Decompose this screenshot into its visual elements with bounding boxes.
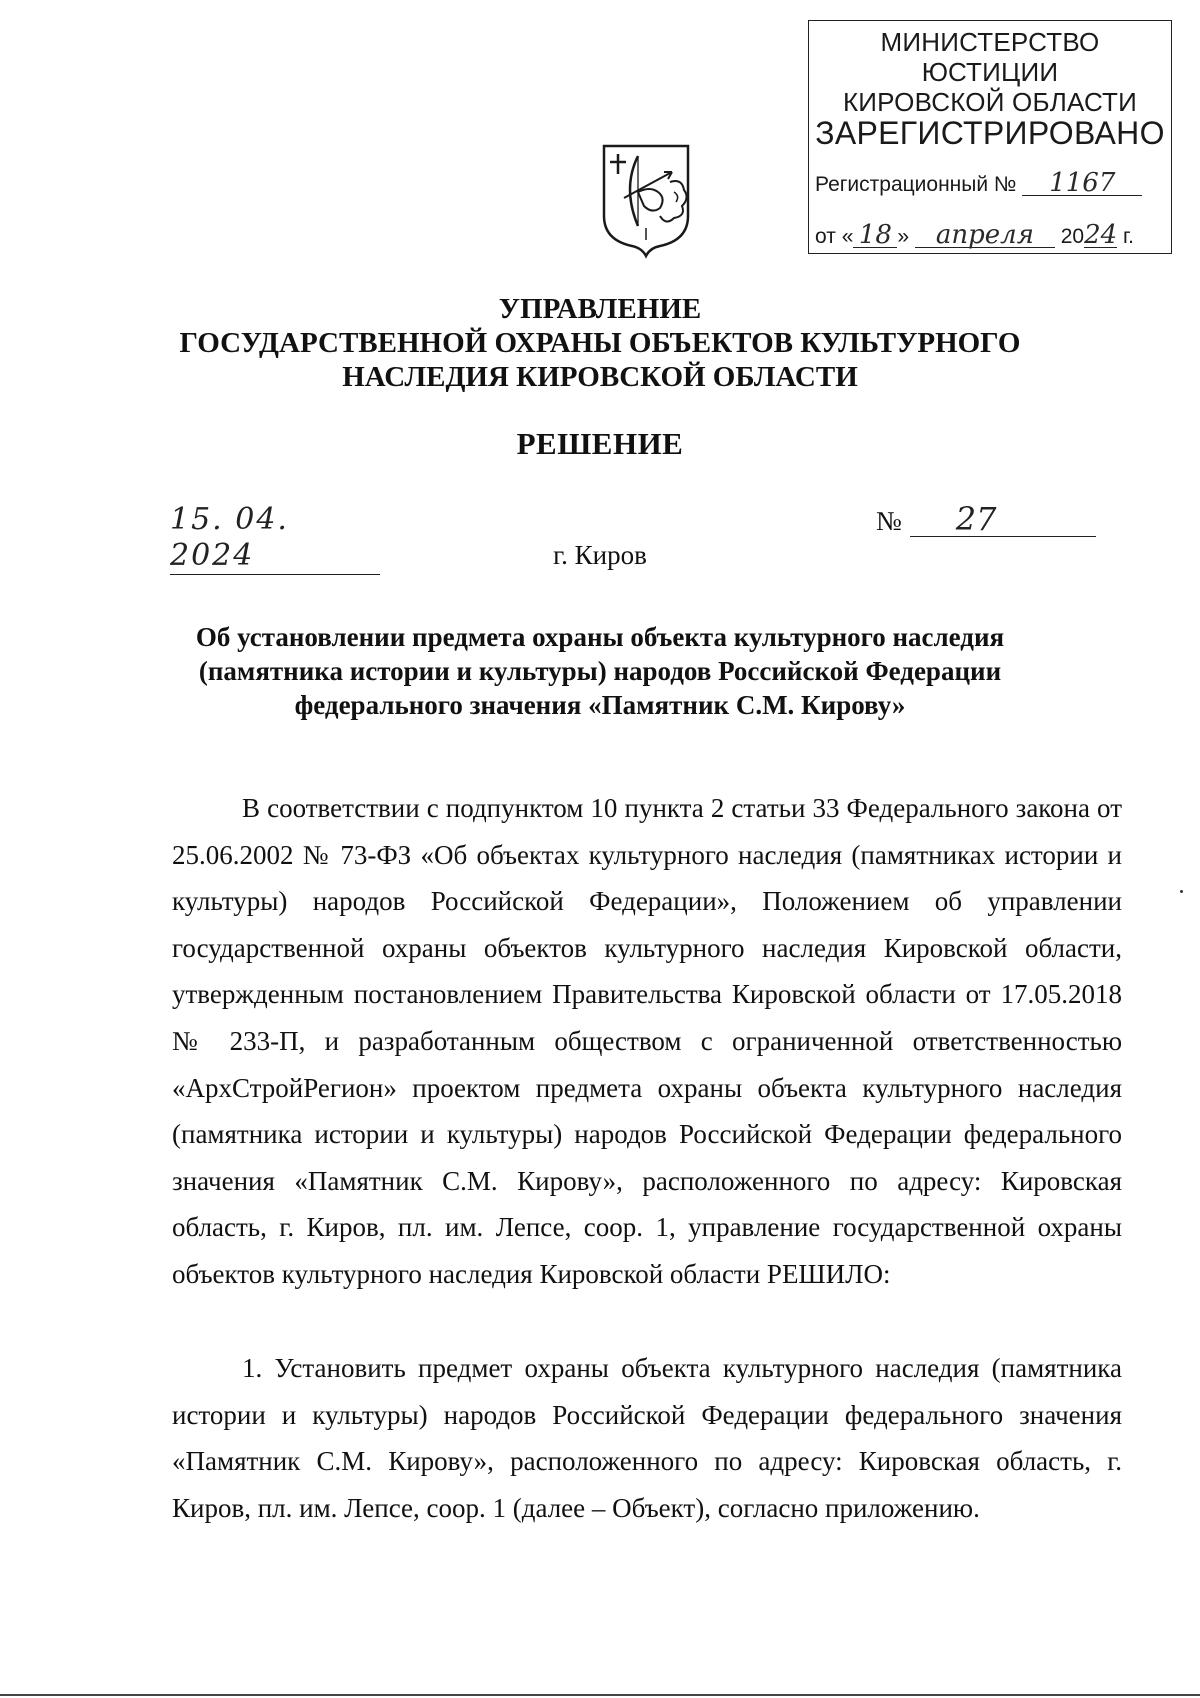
agency-name: [100, 292, 1100, 394]
margin-mark: [1180, 890, 1183, 893]
stamp-date-close-quote: »: [897, 225, 910, 248]
body-paragraph-item-1: 1. Установить предмет охраны объекта культурного наследия (памятника истории и культуры) народов Российской Федерации федерального значения «Памятник С.М. Кирову», расположенного по адресу: Кировская область, г. Киров, пл. им. Лепсе, соор. 1 (далее – Объект), согласно приложению.: [172, 1353, 1122, 1523]
stamp-ministry-line2: КИРОВСКОЙ ОБЛАСТИ: [842, 87, 1138, 117]
agency-name-line3: НАСЛЕДИЯ КИРОВСКОЙ ОБЛАСТИ: [342, 361, 858, 393]
document-title-line1: Об установлении предмета охраны объекта культурного наследия: [195, 622, 1005, 652]
document-number: [876, 502, 1096, 539]
stamp-reg-label: Регистрационный №: [815, 173, 1017, 196]
stamp-date-month: апреля: [915, 223, 1055, 248]
stamp-date-suffix: г.: [1123, 225, 1134, 248]
stamp-ministry-line1: МИНИСТЕРСТВО ЮСТИЦИИ: [880, 27, 1100, 87]
document-type-heading: РЕШЕНИЕ: [516, 426, 684, 461]
kirov-oblast-coat-of-arms-icon: [600, 142, 692, 260]
document-number-label: №: [876, 506, 902, 536]
stamp-date-year-prefix: 20: [1060, 225, 1085, 248]
document-number-value: 27: [910, 502, 1096, 537]
document-date: 15. 04. 2024: [170, 502, 380, 575]
stamp-date: [815, 220, 1134, 251]
document-city: г. Киров: [553, 540, 647, 570]
stamp-date-day: 18: [853, 223, 897, 248]
agency-name-line1: УПРАВЛЕНИЕ: [498, 293, 702, 325]
page-bottom-edge: [0, 1694, 1200, 1696]
body-paragraph-preamble: В соответствии с подпунктом 10 пункта 2 статьи 33 Федерального закона от 25.06.2002 № 73-ФЗ «Об объектах культурного наследия (памятниках истории и культуры) народов Российской Федерации», Положением об управлении государственной охраны объектов культурного наследия Кировской области, утвержденным постановлением Правительства Кировской области от 17.05.2018 № 233-П, и разработанным обществом с ограниченной ответственностью «АрхСтройРегион» проектом предмета охраны объекта культурного наследия (памятника истории и культуры) народов Российской Федерации федерального значения «Памятник С.М. Кирову», расположенного по адресу: Кировская область, г. Киров, пл. им. Лепсе, соор. 1, управление государственной охраны объектов культурного наследия Кировской области РЕШИЛО:: [172, 793, 1122, 1289]
stamp-date-prefix: от: [815, 225, 836, 248]
stamp-registration-number: [815, 168, 1142, 199]
document-title-line3: федерального значения «Памятник С.М. Кирову»: [294, 690, 906, 720]
registration-stamp: [808, 20, 1172, 254]
stamp-date-year-suffix: 24: [1084, 220, 1118, 250]
stamp-status: ЗАРЕГИСТРИРОВАНО: [815, 115, 1165, 151]
agency-name-line2: ГОСУДАРСТВЕННОЙ ОХРАНЫ ОБЪЕКТОВ КУЛЬТУРНОГО: [179, 327, 1021, 359]
document-title: [150, 620, 1050, 722]
stamp-date-open-quote: «: [841, 225, 854, 248]
stamp-ministry: [809, 27, 1171, 117]
document-title-line2: (памятника истории и культуры) народов Российской Федерации: [198, 656, 1002, 686]
stamp-reg-number-value: 1167: [1022, 171, 1142, 196]
